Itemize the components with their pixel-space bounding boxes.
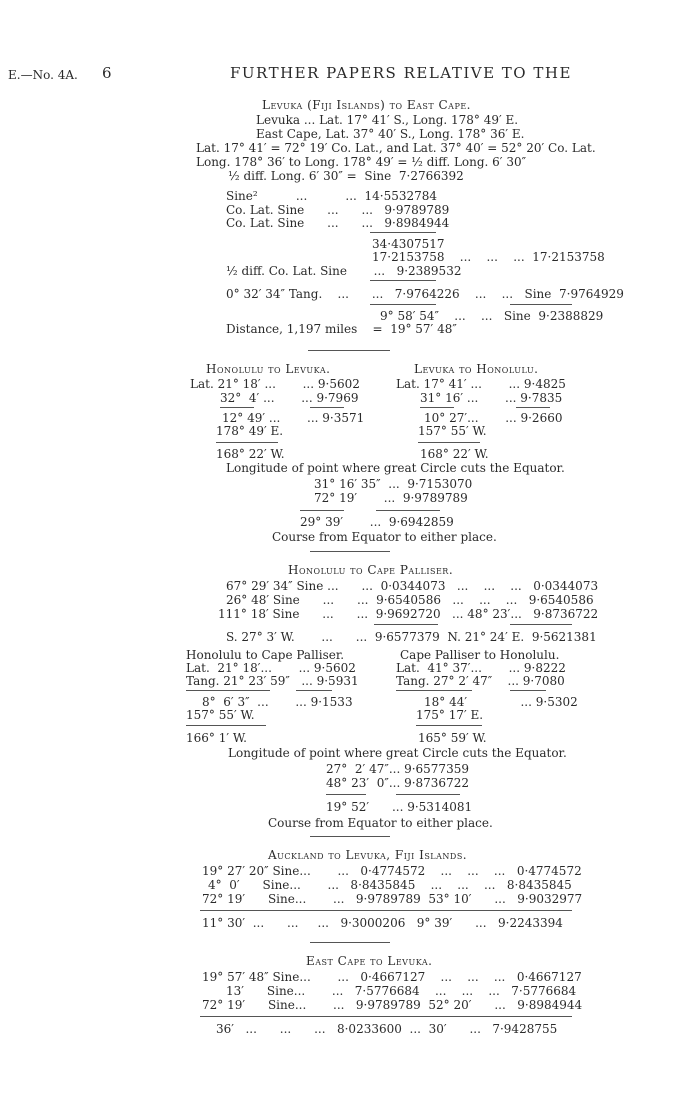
calc-row: 157° 55′ W. <box>418 424 487 438</box>
calc-row: 11° 30′ ... ... ... 9·3000206 9° 39′ ... 9·2243394 <box>202 916 563 930</box>
calc-row: 18° 44′ ... 9·5302 <box>424 695 578 709</box>
calc-row: 168° 22′ W. <box>420 447 489 461</box>
calc-row: 29° 39′ ... 9·6942859 <box>300 515 454 529</box>
course-caption: Course from Equator to either place. <box>272 530 497 544</box>
calc-row: 31° 16′ ... ... 9·7835 <box>420 391 563 405</box>
calc-row: 0° 32′ 34″ Tang. ... ... 7·9764226 ... ... Sine 7·9764929 <box>226 287 624 301</box>
subtitle-honolulu-levuka: Honolulu to Levuka. <box>206 362 331 376</box>
sum-rule <box>200 1016 572 1017</box>
section-title-honolulu-cape-palliser: Honolulu to Cape Palliser. <box>288 563 454 577</box>
calc-row: Tang. 27° 2′ 47″ ... 9·7080 <box>396 674 565 688</box>
sum-rule <box>370 280 436 281</box>
calc-row: 4° 0′ Sine... ... 8·8435845 ... ... ... 8·8435845 <box>208 878 572 892</box>
sum-rule <box>374 624 438 625</box>
longitude-caption: Longitude of point where great Circle cuts the Equator. <box>226 461 565 475</box>
section-divider <box>310 836 390 837</box>
longitude-caption: Longitude of point where great Circle cuts the Equator. <box>228 746 567 760</box>
sum-rule <box>516 407 550 408</box>
sum-rule <box>326 794 366 795</box>
calc-row: 157° 55′ W. <box>186 708 255 722</box>
sum-rule <box>186 690 270 691</box>
calc-row: 48° 23′ 0″... 9·8736722 <box>326 776 469 790</box>
calc-row: 165° 59′ W. <box>418 731 487 745</box>
calc-row: 13′ Sine... ... 7·5776684 ... ... ... 7·5776684 <box>226 984 577 998</box>
document-reference: E.—No. 4A. <box>8 68 78 82</box>
sum-rule <box>200 910 572 911</box>
sum-rule <box>418 442 480 443</box>
calc-row: ½ diff. Co. Lat. Sine ... 9·2389532 <box>226 264 462 278</box>
sum-rule <box>420 407 454 408</box>
distance-result: Distance, 1,197 miles = 19° 57′ 48″ <box>226 322 457 336</box>
text-line: East Cape, Lat. 37° 40′ S., Long. 178° 36′ E. <box>256 127 525 141</box>
calc-row: Co. Lat. Sine ... ... 9·9789789 <box>226 203 450 217</box>
calc-row: Tang. 21° 23′ 59″ ... 9·5931 <box>186 674 359 688</box>
sum-rule <box>376 510 440 511</box>
section-title-levuka-east-cape: Levuka (Fiji Islands) to East Cape. <box>262 98 471 112</box>
section-divider <box>308 350 390 351</box>
sum-rule <box>296 690 332 691</box>
sum-rule <box>220 407 254 408</box>
sum-rule <box>396 794 460 795</box>
calc-row: Lat. 17° 41′ ... ... 9·4825 <box>396 377 566 391</box>
calc-row: 17·2153758 ... ... ... 17·2153758 <box>372 250 605 264</box>
section-divider <box>310 551 390 552</box>
calc-row: 32° 4′ ... ... 9·7969 <box>220 391 359 405</box>
calc-row: 27° 2′ 47″... 9·6577359 <box>326 762 469 776</box>
sum-rule <box>510 690 546 691</box>
calc-row: 175° 17′ E. <box>416 708 484 722</box>
calc-row: 111° 18′ Sine ... ... 9·9692720 ... 48° 23′... 9·8736722 <box>218 607 599 621</box>
calc-row: Lat. 41° 37′... ... 9·8222 <box>396 661 566 675</box>
sum-rule <box>416 725 482 726</box>
sum-rule <box>216 442 278 443</box>
calc-row: 34·4307517 <box>372 237 445 251</box>
sum-rule <box>186 725 266 726</box>
text-line: Levuka ... Lat. 17° 41′ S., Long. 178° 49′ E. <box>256 113 519 127</box>
calc-row: Lat. 21° 18′ ... ... 9·5602 <box>190 377 360 391</box>
calc-row: 178° 49′ E. <box>216 424 284 438</box>
section-divider <box>310 942 390 943</box>
page-number: 6 <box>102 64 112 82</box>
calc-row: 8° 6′ 3″ ... ... 9·1533 <box>202 695 353 709</box>
sum-rule <box>370 304 436 305</box>
subtitle-levuka-honolulu: Levuka to Honolulu. <box>414 362 539 376</box>
calc-row: 168° 22′ W. <box>216 447 285 461</box>
course-caption: Course from Equator to either place. <box>268 816 493 830</box>
calc-row: 72° 19′ Sine... ... 9·9789789 52° 20′ ... 9·8984944 <box>202 998 583 1012</box>
calc-row: Lat. 21° 18′... ... 9·5602 <box>186 661 356 675</box>
calc-row: 26° 48′ Sine ... ... 9·6540586 ... ... ... 9·6540586 <box>226 593 594 607</box>
text-line: Long. 178° 36′ to Long. 178° 49′ = ½ diff. Long. 6′ 30″ <box>196 155 527 169</box>
calc-row: 166° 1′ W. <box>186 731 247 745</box>
sum-rule <box>396 690 472 691</box>
sum-rule <box>510 304 572 305</box>
sum-rule <box>310 407 344 408</box>
sum-rule <box>370 232 436 233</box>
subtitle-cape-palliser-honolulu: Cape Palliser to Honolulu. <box>400 648 560 662</box>
calc-row: 10° 27′... ... 9·2660 <box>424 411 563 425</box>
text-line: Lat. 17° 41′ = 72° 19′ Co. Lat., and Lat. 37° 40′ = 52° 20′ Co. Lat. <box>196 141 596 155</box>
calc-row: Co. Lat. Sine ... ... 9·8984944 <box>226 216 450 230</box>
calc-row: 67° 29′ 34″ Sine ... ... 0·0344073 ... ... ... 0·0344073 <box>226 579 599 593</box>
calc-row: 19° 57′ 48″ Sine... ... 0·4667127 ... ... ... 0·4667127 <box>202 970 582 984</box>
calc-row: 36′ ... ... ... 8·0233600 ... 30′ ... 7·9428755 <box>216 1022 558 1036</box>
calc-row: S. 27° 3′ W. ... ... 9·6577379 N. 21° 24′ E. 9·5621381 <box>226 630 597 644</box>
calc-row: 31° 16′ 35″ ... 9·7153070 <box>314 477 473 491</box>
calc-row: 72° 19′ Sine... ... 9·9789789 53° 10′ ... 9·9032977 <box>202 892 583 906</box>
sum-rule <box>510 624 572 625</box>
calc-row: 19° 52′ ... 9·5314081 <box>326 800 473 814</box>
text-line: ½ diff. Long. 6′ 30″ = Sine 7·2766392 <box>228 169 464 183</box>
calc-row: 12° 49′ ... ... 9·3571 <box>222 411 365 425</box>
calc-row: 9° 58′ 54″ ... ... Sine 9·2388829 <box>380 309 604 323</box>
page-title: FURTHER PAPERS RELATIVE TO THE <box>230 64 572 82</box>
calc-row: 72° 19′ ... 9·9789789 <box>314 491 468 505</box>
sum-rule <box>300 510 344 511</box>
section-title-east-cape-levuka: East Cape to Levuka. <box>306 954 433 968</box>
subtitle-honolulu-cape-palliser: Honolulu to Cape Palliser. <box>186 648 345 662</box>
section-title-auckland-levuka: Auckland to Levuka, Fiji Islands. <box>268 848 468 862</box>
calc-row: 19° 27′ 20″ Sine... ... 0·4774572 ... ... ... 0·4774572 <box>202 864 582 878</box>
calc-row: Sine² ... ... 14·5532784 <box>226 189 438 203</box>
